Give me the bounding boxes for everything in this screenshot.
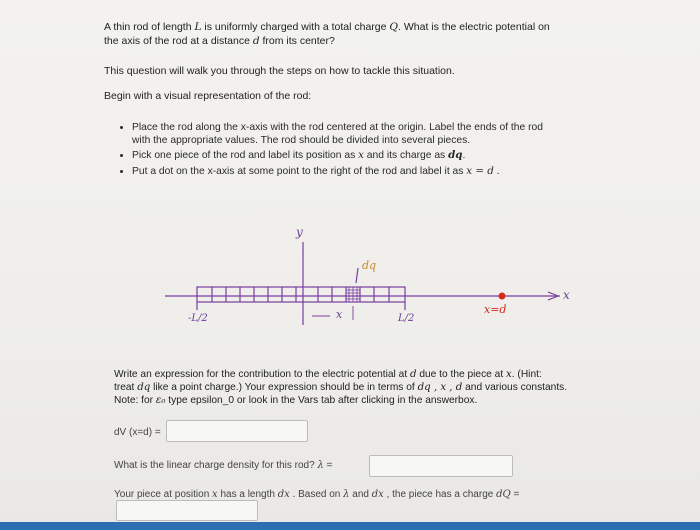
part2-line-3 [114,394,477,407]
part2-text: and various constants. [462,382,568,393]
math-dx: dx [371,489,384,500]
part2-text: Write an expression for the contribution to the electric potential at [114,369,410,380]
math-L: L [194,21,202,33]
dv-label: dV (x=d) = [114,427,161,438]
math-x: x [212,489,218,500]
question-text: A thin rod of length [104,21,195,33]
math-epsilon: ε₀ [155,395,166,406]
part2-line-1 [114,368,542,381]
part3-text: has a length [217,489,278,500]
part2-line-2 [114,381,567,394]
x-axis-label: x [563,288,570,302]
part2-text: type epsilon_0 or look in the Vars tab after clicking in the answerbox. [165,395,478,406]
math-dq: dq [448,149,463,161]
part3-text: Your piece at position [114,489,213,500]
math-dx: dx [277,489,290,500]
begin-text: Begin with a visual representation of the rod: [104,90,312,102]
bullet-text: and its charge as [363,150,449,161]
math-lambda: λ [343,489,350,500]
part3-text: What is the linear charge density for this rod? [114,460,318,471]
rod-divisions [212,287,389,302]
part3-text: = [323,460,333,471]
question-text: . What is the electric potential on [398,21,550,33]
question-text: is uniformly charged with a total charge [201,21,390,33]
math-x: x [506,369,512,380]
bullet-text: with the appropriate values. The rod should be divided into several pieces. [132,134,471,146]
part2-text: Note: for [114,395,156,406]
part2-text: due to the piece at [416,369,507,380]
density-question [114,459,332,472]
point-label: x=d [484,303,507,316]
bullet-text: . [462,150,466,161]
part2-text: like a point charge.) Your expression should be in terms of [150,382,418,393]
left-end-label: -L/2 [188,313,208,324]
intro-text: This question will walk you through the steps on how to tackle this situation. [104,65,455,77]
math-dq: dq [137,382,151,393]
bullet-text: Place the rod along the x-axis with the rod centered at the origin. Label the ends of the rod [132,122,543,133]
dq-answer-input[interactable] [116,500,258,521]
part3-text: , the piece has a charge [383,489,497,500]
dv-answer-input[interactable] [166,420,308,442]
question-text: the axis of the rod at a distance [104,35,253,47]
piece-x-label: x [336,308,343,321]
lambda-answer-input[interactable] [369,455,513,477]
point-x-equals-d [499,293,506,300]
part2-text: treat [114,382,138,393]
math-d: d [409,369,417,380]
math-dQ: dQ [496,489,511,500]
bullet-text: Put a dot on the x-axis at some point to the right of the rod and label it as [132,165,467,177]
part3-text: . Based on [289,489,344,500]
rod-piece-shading [346,287,360,302]
taskbar-strip [0,522,700,530]
right-end-label: L/2 [398,313,415,324]
part3-text: and [349,489,372,500]
dq-label: dq [362,259,377,272]
math-x-equals-d: x = d [466,164,494,177]
math-variables: dq , x , d [417,382,463,393]
y-axis-label: y [296,225,303,239]
math-d: d [252,35,260,47]
dq-pointer [356,268,358,283]
math-lambda: λ [317,460,324,471]
part3-text: = [510,489,520,500]
math-x: x [358,149,364,161]
part2-text: . (Hint: [511,369,542,380]
bullet-text: . [493,165,500,177]
bullet-text: Pick one piece of the rod and label its position as [132,150,359,161]
math-Q: Q [389,21,399,33]
question-text: from its center? [259,35,335,47]
